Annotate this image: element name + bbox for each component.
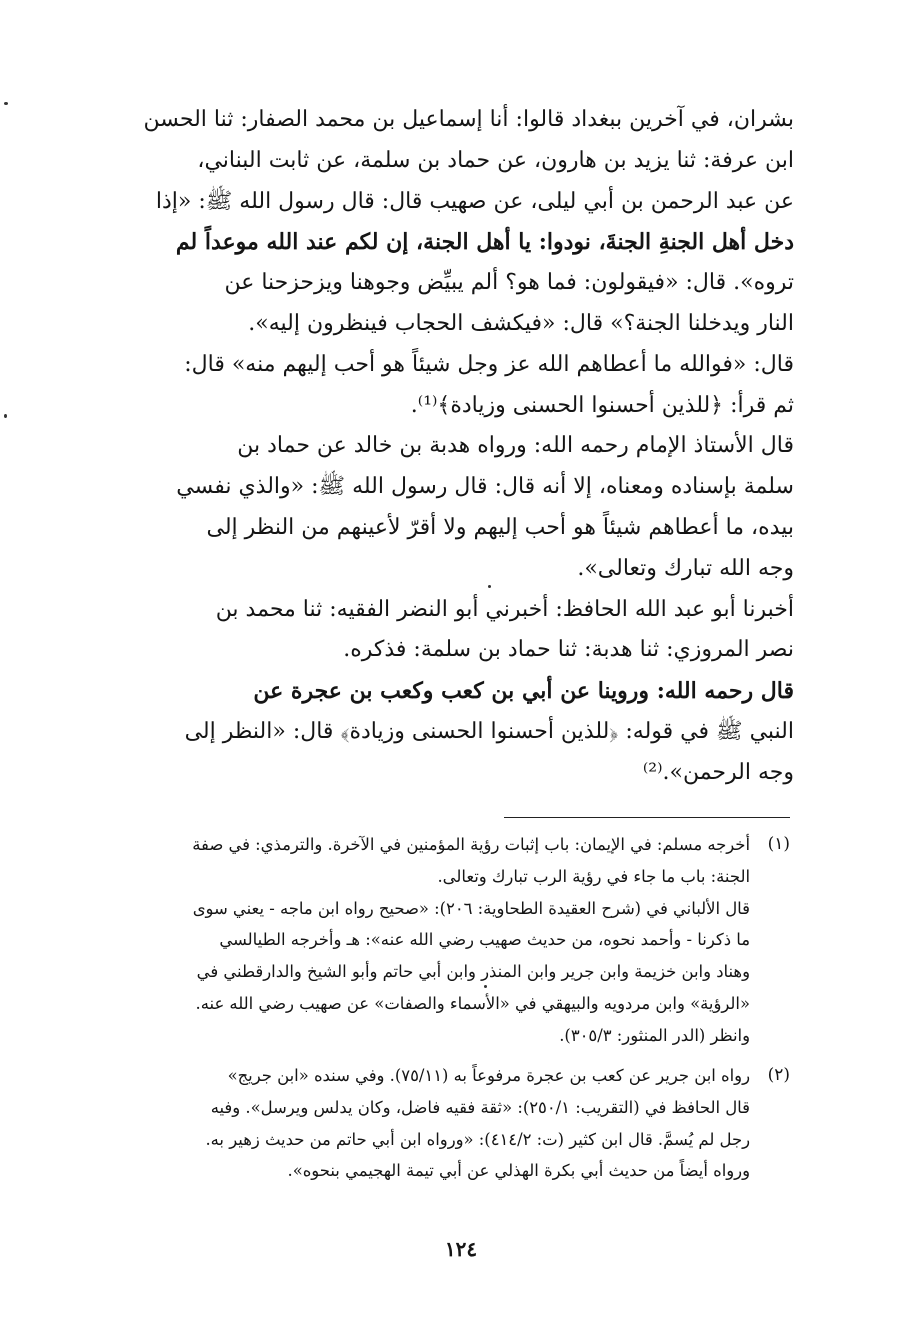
- footnote-line: «الرؤية» وابن مردويه والبيهقي في «الأسماء والصفات» عن صهيب رضي الله عنه.: [195, 993, 750, 1013]
- footnote-separator: [504, 817, 790, 818]
- text-line: نصر المروزي: ثنا هدبة: ثنا حماد بن سلمة: فذكره.: [343, 637, 794, 663]
- footnote-line: ورواه أيضاً من حديث أبي بكرة الهذلي عن أبي تيمة الهجيمي بنحوه».: [287, 1161, 750, 1181]
- text-line: عن عبد الرحمن بن أبي ليلى، عن صهيب قال: قال رسول الله ﷺ: «إذا: [155, 188, 794, 214]
- footnote-1: [112, 829, 790, 1052]
- footnote-line: ما ذكرنا - وأحمد نحوه، من حديث صهيب رضي الله عنه»: هـ وأخرجه الطيالسي: [219, 930, 750, 950]
- text-line: النبي ﷺ في قوله: ﴿للذين أحسنوا الحسنى وزيادة﴾ قال: «النظر إلى: [184, 718, 794, 744]
- footnote-line: قال الألباني في (شرح العقيدة الطحاوية: ٢٠٦): «صحيح رواه ابن ماجه - يعني سوى: [192, 898, 750, 918]
- text-line: دخل أهل الجنةِ الجنةَ، نودوا: يا أهل الجنة، إن لكم عند الله موعداً لم: [175, 229, 794, 256]
- text-line: وجه الله تبارك وتعالى».: [577, 555, 794, 581]
- scan-speck: [4, 414, 7, 418]
- footnote-body: [112, 829, 750, 1052]
- footnote-number: (٢): [767, 1065, 790, 1085]
- text-line: تروه». قال: «فيقولون: فما هو؟ ألم يبيِّض وجوهنا ويزحزحنا عن: [224, 270, 794, 296]
- footnote-line: أخرجه مسلم: في الإيمان: باب إثبات رؤية المؤمنين في الآخرة. والترمذي: في صفة: [192, 835, 750, 854]
- footnote-line: وهناد وابن خزيمة وابن جرير وابن المنذر وابن أبي حاتم وأبو الشيخ والدارقطني في: [196, 962, 750, 982]
- text-line: أخبرنا أبو عبد الله الحافظ: أخبرني أبو النضر الفقيه: ثنا محمد بن: [215, 596, 794, 622]
- main-text: [112, 100, 794, 794]
- page-number: ١٢٤: [444, 1237, 478, 1261]
- text-line: قال الأستاذ الإمام رحمه الله: ورواه هدبة بن خالد عن حماد بن: [237, 433, 794, 459]
- text-line: وجه الرحمن».⁽²⁾: [642, 759, 794, 785]
- text-line: بيده، ما أعطاهم شيئاً هو أحب إليهم ولا أقرّ لأعينهم من النظر إلى: [206, 514, 794, 540]
- text-line: سلمة بإسناده ومعناه، إلا أنه قال: قال رسول الله ﷺ: «والذي نفسي: [176, 474, 794, 500]
- footnote-line: قال الحافظ في (التقريب: ٢٥٠/١): «ثقة فقيه فاضل، وكان يدلس ويرسل». وفيه: [210, 1097, 750, 1117]
- text-line: ثم قرأ: ﴿للذين أحسنوا الحسنى وزيادة﴾⁽¹⁾.: [410, 392, 794, 418]
- scan-speck: [484, 985, 487, 988]
- footnote-body: [112, 1060, 750, 1187]
- text-line: قال رحمه الله: وروينا عن أبي بن كعب وكعب بن عجرة عن: [253, 678, 794, 705]
- scan-speck: [488, 585, 491, 588]
- scan-speck: [4, 102, 8, 105]
- footnote-2: [112, 1060, 790, 1187]
- text-line: بشران، في آخرين ببغداد قالوا: أنا إسماعيل بن محمد الصفار: ثنا الحسن: [143, 107, 794, 132]
- page-body: [112, 100, 794, 794]
- text-line: ابن عرفة: ثنا يزيد بن هارون، عن حماد بن سلمة، عن ثابت البناني،: [197, 147, 794, 173]
- footnote-line: الجنة: باب ما جاء في رؤية الرب تبارك وتعالى.: [437, 866, 750, 886]
- footnote-number: (١): [767, 834, 790, 854]
- footnote-line: رواه ابن جرير عن كعب بن عجرة مرفوعاً به (٧٥/١١). وفي سنده «ابن جريج»: [227, 1066, 750, 1085]
- footnote-line: وانظر (الدر المنثور: ٣٠٥/٣).: [559, 1025, 750, 1045]
- footnote-line: رجل لم يُسمَّ. قال ابن كثير (ت: ٤١٤/٢): «ورواه ابن أبي حاتم من حديث زهير به.: [205, 1129, 750, 1149]
- text-line: قال: «فوالله ما أعطاهم الله عز وجل شيئاً هو أحب إليهم منه» قال:: [184, 351, 794, 377]
- text-line: النار ويدخلنا الجنة؟» قال: «فيكشف الحجاب فينظرون إليه».: [248, 310, 794, 336]
